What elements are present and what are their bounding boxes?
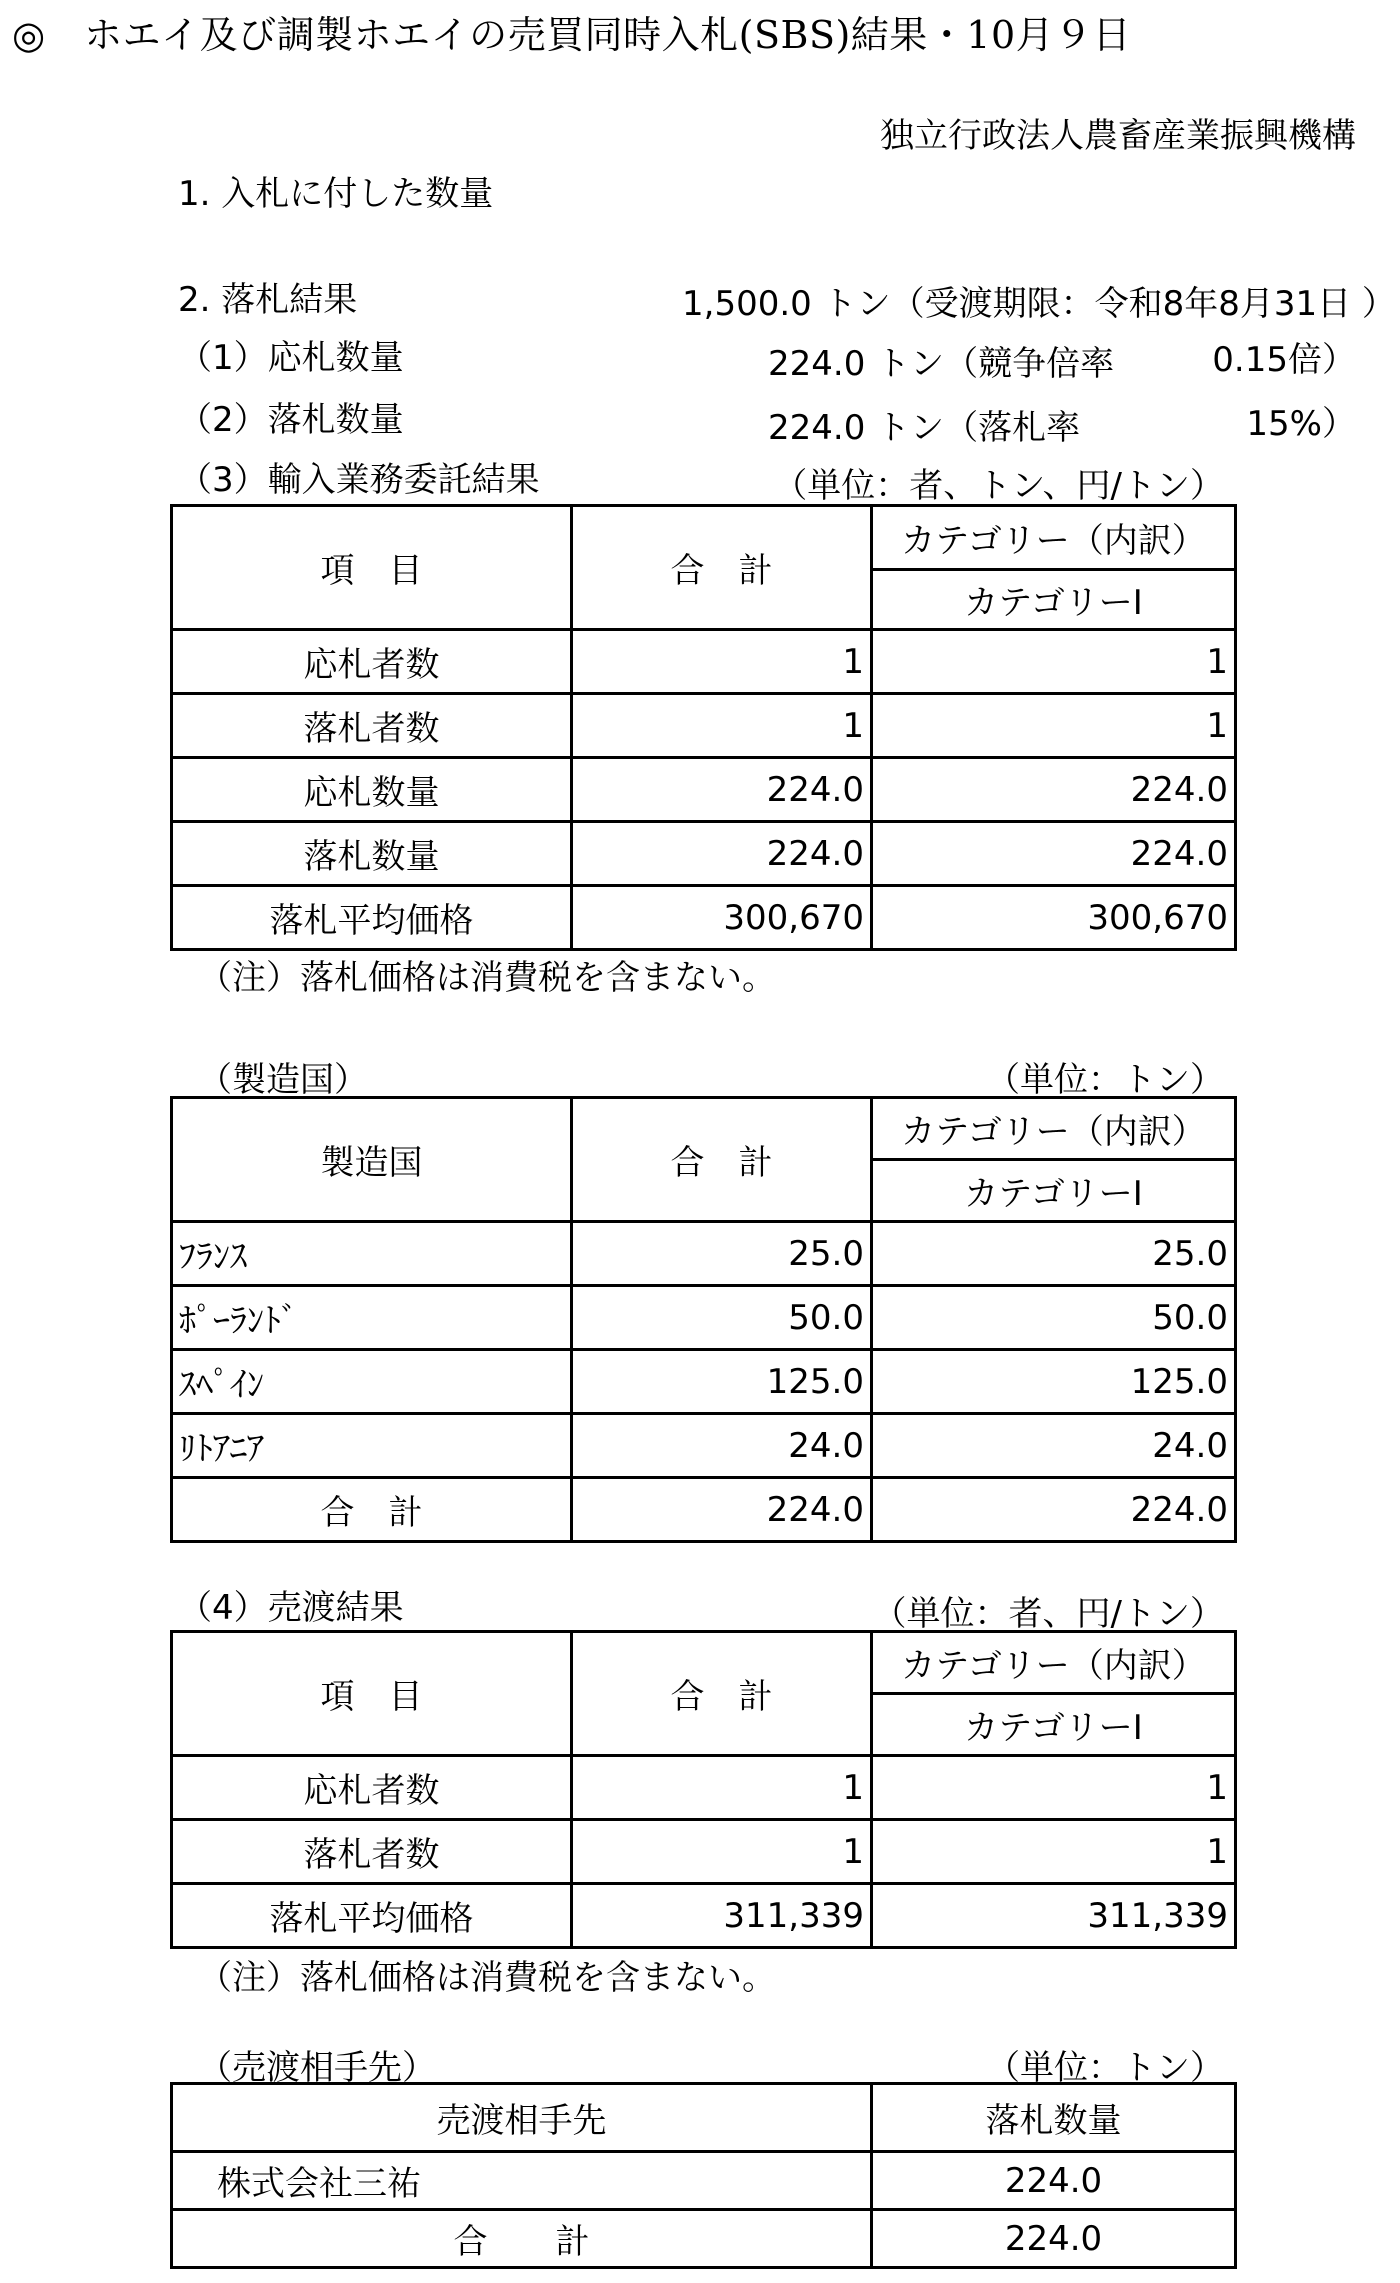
table-row <box>172 1222 1236 1286</box>
total-value: 224.0 <box>872 2210 1236 2268</box>
table-row <box>172 1286 1236 1350</box>
header-category-1: カテゴリーⅠ <box>872 570 1236 630</box>
row-total: 224.0 <box>572 758 872 822</box>
header-item: 項 目 <box>172 506 572 630</box>
buyer-table <box>170 2082 1237 2269</box>
table-row <box>172 1414 1236 1478</box>
row-category-1: 1 <box>872 630 1236 694</box>
row-category-1: 50.0 <box>872 1286 1236 1350</box>
section-3-label: （3）輸入業務委託結果 <box>178 460 540 500</box>
table-row <box>172 758 1236 822</box>
buyer-label: （売渡相手先） <box>198 2048 436 2088</box>
header-category-group: カテゴリー（内訳） <box>872 506 1236 570</box>
row-total: 311,339 <box>572 1884 872 1948</box>
sale-result-table <box>170 1630 1237 1949</box>
row-item: 応札数量 <box>172 758 572 822</box>
table-row <box>172 694 1236 758</box>
total-label: 合 計 <box>172 1478 572 1542</box>
row-country: ﾎﾟｰﾗﾝﾄﾞ <box>172 1286 572 1350</box>
origin-unit: （単位：トン） <box>986 1060 1224 1100</box>
header-origin: 製造国 <box>172 1098 572 1222</box>
bid-quantity-label: （1）応札数量 <box>178 338 404 378</box>
section-1-label: 1. 入札に付した数量 <box>178 174 494 214</box>
total-row <box>172 1478 1236 1542</box>
header-buyer: 売渡相手先 <box>172 2084 872 2152</box>
header-category-1: カテゴリーⅠ <box>872 1160 1236 1222</box>
row-item: 落札平均価格 <box>172 886 572 950</box>
row-total: 25.0 <box>572 1222 872 1286</box>
header-item: 項 目 <box>172 1632 572 1756</box>
header-total: 合 計 <box>572 1098 872 1222</box>
table-row <box>172 1820 1236 1884</box>
row-total: 300,670 <box>572 886 872 950</box>
origin-label: （製造国） <box>198 1060 368 1100</box>
row-item: 応札者数 <box>172 630 572 694</box>
table-row <box>172 822 1236 886</box>
header-category-group: カテゴリー（内訳） <box>872 1098 1236 1160</box>
row-category-1: 1 <box>872 1756 1236 1820</box>
row-country: ｽﾍﾟｲﾝ <box>172 1350 572 1414</box>
row-total: 224.0 <box>572 822 872 886</box>
table-row <box>172 886 1236 950</box>
table-row <box>172 1884 1236 1948</box>
row-quantity: 224.0 <box>872 2152 1236 2210</box>
section-3-note: （注）落札価格は消費税を含まない。 <box>198 958 776 998</box>
row-category-1: 311,339 <box>872 1884 1236 1948</box>
table-row <box>172 1756 1236 1820</box>
section-4-note: （注）落札価格は消費税を含まない。 <box>198 1958 776 1998</box>
row-item: 落札者数 <box>172 694 572 758</box>
awarded-quantity-label: （2）落札数量 <box>178 400 404 440</box>
row-category-1: 224.0 <box>872 822 1236 886</box>
row-category-1: 25.0 <box>872 1222 1236 1286</box>
row-item: 落札者数 <box>172 1820 572 1884</box>
row-category-1: 1 <box>872 1820 1236 1884</box>
section-4-unit: （単位：者、円/トン） <box>872 1594 1224 1634</box>
origin-table <box>170 1096 1237 1543</box>
row-total: 1 <box>572 630 872 694</box>
total-value: 224.0 <box>572 1478 872 1542</box>
row-item: 落札数量 <box>172 822 572 886</box>
section-2-label: 2. 落札結果 <box>178 280 358 320</box>
row-category-1: 300,670 <box>872 886 1236 950</box>
row-category-1: 125.0 <box>872 1350 1236 1414</box>
row-category-1: 224.0 <box>872 758 1236 822</box>
section-4-label: （4）売渡結果 <box>178 1588 404 1628</box>
row-item: 落札平均価格 <box>172 1884 572 1948</box>
competition-rate: 0.15倍） <box>1212 340 1356 380</box>
total-category-1: 224.0 <box>872 1478 1236 1542</box>
row-total: 24.0 <box>572 1414 872 1478</box>
buyer-unit: （単位：トン） <box>986 2048 1224 2088</box>
bid-quantity-value: 224.0 トン（競争倍率 <box>768 344 1115 384</box>
page-title: ◎ ホエイ及び調製ホエイの売買同時入札(SBS)結果・10月９日 <box>12 13 1132 57</box>
header-category-group: カテゴリー（内訳） <box>872 1632 1236 1694</box>
row-country: ﾌﾗﾝｽ <box>172 1222 572 1286</box>
section-1-value: 1,500.0 トン（受渡期限：令和8年8月31日 ） <box>682 284 1396 324</box>
import-result-table <box>170 504 1237 951</box>
awarded-quantity-value: 224.0 トン（落札率 <box>768 408 1081 448</box>
row-total: 50.0 <box>572 1286 872 1350</box>
row-total: 1 <box>572 1820 872 1884</box>
table-row <box>172 630 1236 694</box>
row-category-1: 24.0 <box>872 1414 1236 1478</box>
row-country: ﾘﾄｱﾆｱ <box>172 1414 572 1478</box>
total-label: 合 計 <box>172 2210 872 2268</box>
row-total: 1 <box>572 1756 872 1820</box>
header-total: 合 計 <box>572 1632 872 1756</box>
total-row <box>172 2210 1236 2268</box>
header-category-1: カテゴリーⅠ <box>872 1694 1236 1756</box>
award-rate: 15%） <box>1246 404 1356 444</box>
row-category-1: 1 <box>872 694 1236 758</box>
header-total: 合 計 <box>572 506 872 630</box>
table-row <box>172 2152 1236 2210</box>
header-quantity: 落札数量 <box>872 2084 1236 2152</box>
row-buyer-name: 株式会社三祐 <box>172 2152 872 2210</box>
row-total: 125.0 <box>572 1350 872 1414</box>
row-total: 1 <box>572 694 872 758</box>
table-row <box>172 1350 1236 1414</box>
organization-name: 独立行政法人農畜産業振興機構 <box>880 116 1356 156</box>
row-item: 応札者数 <box>172 1756 572 1820</box>
section-3-unit: （単位：者、トン、円/トン） <box>773 466 1224 506</box>
